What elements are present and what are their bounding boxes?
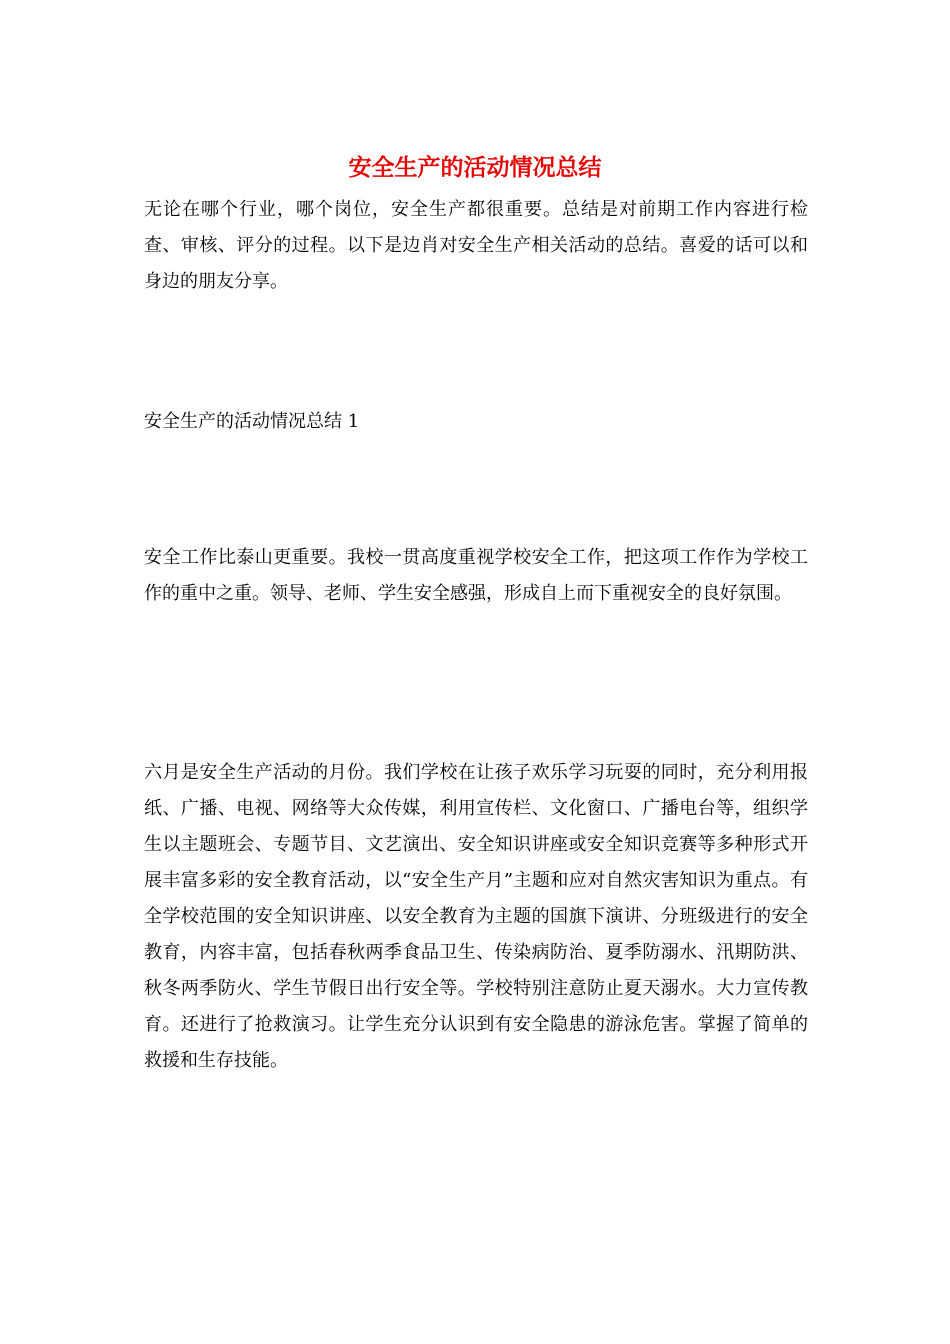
intro-paragraph: 无论在哪个行业，哪个岗位，安全生产都很重要。总结是对前期工作内容进行检查、审核、评分的过程。以下是边肖对安全生产相关活动的总结。喜爱的话可以和身边的朋友分享。 <box>144 199 808 292</box>
document-title: 安全生产的活动情况总结 <box>348 154 602 181</box>
body-paragraph: 六月是安全生产活动的月份。我们学校在让孩子欢乐学习玩耍的同时，充分利用报纸、广播、电视、网络等大众传媒，利用宣传栏、文化窗口、广播电台等，组织学生以主题班会、专题节目、文艺演出、安全知识讲座或安全知识竞赛等多种形式开展丰富多彩的安全教育活动，以“安全生产月”主题和应对自然灾害知识为重点。有全学校范围的安全知识讲座、以安全教育为主题的国旗下演讲、分班级进行的安全教育，内容丰富，包括春秋两季食品卫生、传染病防治、夏季防溺水、汛期防洪、秋冬两季防火、学生节假日出行安全等。学校特别注意防止夏天溺水。大力宣传教育。还进行了抢救演习。让学生充分认识到有安全隐患的游泳危害。掌握了简单的救援和生存技能。 <box>144 762 808 1071</box>
body-paragraph: 安全工作比泰山更重要。我校一贯高度重视学校安全工作，把这项工作作为学校工作的重中之重。领导、老师、学生安全感强，形成自上而下重视安全的良好氛围。 <box>144 547 808 604</box>
section-heading: 安全生产的活动情况总结 1 <box>144 411 360 432</box>
